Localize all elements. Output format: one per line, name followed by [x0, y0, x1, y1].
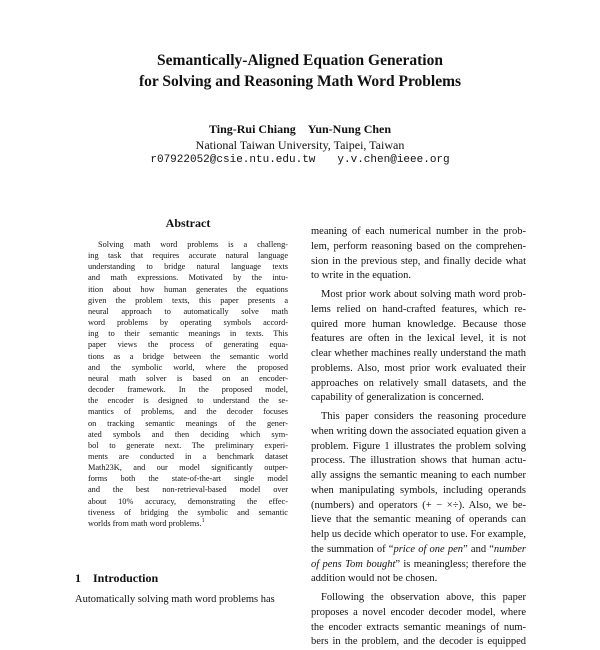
- abstract-line: tiveness of bridging the symbolic and semantic: [88, 507, 288, 517]
- body-line: problem. Figure 1 illustrates the problem solving: [311, 440, 526, 452]
- abstract-body: [88, 239, 288, 529]
- body-line: when writing down the associated equation given a: [311, 425, 526, 437]
- body-line: lieve that the semantic meaning of operands can: [311, 514, 526, 526]
- abstract-heading: Abstract: [165, 216, 211, 230]
- abstract-line: word problems by operating symbols accord-: [88, 318, 288, 328]
- abstract-last-line: [88, 518, 288, 529]
- text-run: ” and “: [463, 543, 494, 555]
- abstract-line: ments are conducted in a benchmark dataset: [88, 451, 288, 461]
- abstract-line: bol to generate next. The preliminary experi-: [88, 440, 288, 450]
- body-line: Most prior work about solving math word prob-: [321, 289, 526, 300]
- body-line: when manipulating symbols, including operands: [311, 484, 526, 496]
- body-line: This paper considers the reasoning procedure: [321, 411, 526, 422]
- abstract-line: decoder framework. In the proposed model,: [88, 385, 288, 395]
- abstract-line: tions as a bridge between the semantic world: [88, 351, 288, 361]
- body-line: addition would not be chosen.: [311, 573, 438, 585]
- body-line: lems relied on hand-crafted features, which re-: [311, 303, 526, 315]
- abstract-line: understanding to bridge natural language texts: [88, 262, 288, 272]
- abstract-line: forms both the state-of-the-art single model: [88, 474, 288, 484]
- body-line: [311, 558, 526, 573]
- body-line: bers in the problem, and the decoder is equipped: [311, 636, 526, 648]
- email-address: r07922052@csie.ntu.edu.tw: [150, 154, 316, 166]
- abstract-line: worlds from math word problems.: [88, 518, 202, 528]
- footnote-mark: 1: [201, 518, 205, 525]
- abstract-line: Math23K, and our model significantly outper-: [88, 463, 288, 473]
- body-line: capability of generalization is concerned.: [311, 392, 484, 404]
- section-number: 1: [75, 571, 81, 585]
- italic-phrase: price of one pen: [393, 543, 464, 555]
- abstract-line: the encoder is designed to understand the se-: [88, 396, 288, 406]
- abstract-line: Solving math word problems is a challeng-: [98, 240, 288, 249]
- text-run: ” is meaningless; therefore the: [395, 558, 526, 570]
- body-line: to write in the equation.: [311, 270, 412, 282]
- body-line: approaches on relatively small datasets, and the: [311, 377, 526, 389]
- author-list: [0, 122, 600, 136]
- body-line: sion in the previous step, and finally decide what: [311, 255, 526, 267]
- abstract-line: given the problem texts, this paper presents a: [88, 295, 288, 305]
- author-name: Ting-Rui Chiang: [208, 122, 296, 136]
- email-address: y.v.chen@ieee.org: [337, 154, 450, 166]
- italic-phrase: of pens Tom bought: [311, 558, 396, 570]
- body-line: process. The illustration shows that human actu-: [311, 455, 526, 467]
- body-line: [311, 543, 526, 558]
- section-heading-introduction: [75, 571, 158, 585]
- body-line: features are often in the lexical level, it is not: [311, 333, 526, 345]
- body-line: problems. Also, most prior work evaluated their: [311, 362, 526, 374]
- body-line: ally assigns the semantic meaning to each number: [311, 470, 526, 481]
- right-column-text: [311, 225, 526, 650]
- abstract-line: neural approach to automatically solve math: [88, 306, 288, 316]
- affiliation: National Taiwan University, Taipei, Taiwan: [195, 138, 405, 152]
- abstract-line: and the symbolic world, where the proposed: [88, 362, 288, 372]
- body-line: the encoder extracts semantic meanings of num-: [311, 621, 526, 633]
- body-line: clear whether machines really understand the math: [311, 348, 526, 359]
- paper-title-line-2: for Solving and Reasoning Math Word Problems: [138, 73, 462, 90]
- abstract-line: and the best non-retrieval-based model over: [88, 485, 288, 495]
- abstract-line: ated symbols and then deciding which sym-: [88, 429, 288, 439]
- body-line: proposes a novel encoder decoder model, where: [311, 606, 526, 618]
- body-line: (numbers) and operators (+ − ×÷). Also, we be-: [311, 499, 526, 511]
- abstract-line: ition about how human generates the equations: [88, 284, 288, 294]
- abstract-line: mantics of problems, and the decoder focuses: [88, 407, 288, 417]
- author-name: Yun-Nung Chen: [307, 122, 392, 136]
- abstract-line: ing to their semantic meanings in texts. This: [88, 329, 288, 339]
- paper-title-line-1: Semantically-Aligned Equation Generation: [157, 52, 443, 69]
- italic-phrase: number: [493, 543, 526, 555]
- body-line: Following the observation above, this paper: [321, 592, 526, 603]
- body-line: lem, perform reasoning based on the comprehen-: [311, 240, 526, 252]
- abstract-line: about 10% accuracy, demonstrating the effec-: [88, 496, 288, 506]
- abstract-line: on tracking semantic meanings of the gener-: [88, 418, 288, 428]
- section-title: Introduction: [93, 571, 159, 585]
- introduction-first-line: Automatically solving math word problems has: [75, 594, 275, 605]
- abstract-line: neural math solver is based on an encoder-: [88, 373, 288, 383]
- body-line: quired more human knowledge. Because those: [311, 318, 526, 330]
- abstract-line: ing task that requires accurate natural language: [88, 251, 288, 261]
- text-run: the summation of “: [311, 543, 394, 555]
- email-list: [0, 153, 600, 167]
- body-line: help us decide which operator to use. For example,: [311, 529, 526, 540]
- abstract-line: and math expressions. Motivated by the intu-: [88, 273, 288, 283]
- body-line: meaning of each numerical number in the prob-: [311, 226, 526, 237]
- abstract-line: paper views the process of generating equa-: [88, 340, 288, 350]
